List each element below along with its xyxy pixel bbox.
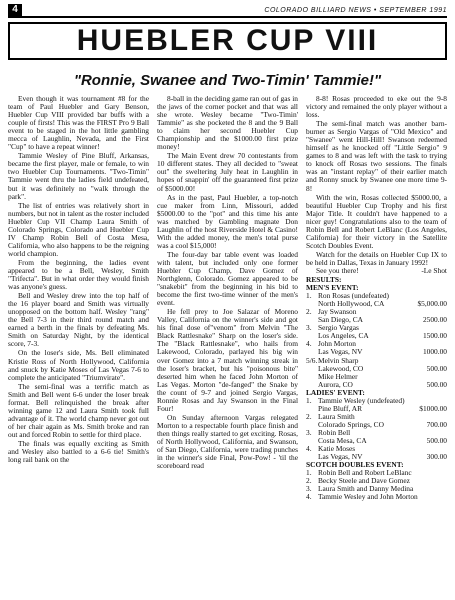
result-prize: 1500.00 <box>422 331 447 341</box>
result-prize: 2500.00 <box>422 315 447 325</box>
result-place: 3. <box>306 427 312 437</box>
result-indent <box>306 365 318 373</box>
result-location: Lakewood, CO <box>318 363 364 373</box>
result-place: 4. <box>306 339 312 349</box>
result-place: 4. <box>306 444 312 454</box>
article-paragraph: The Main Event drew 70 contestants from 10 different states. They all decided to "sweat out" the sweltering July heat in Laughlin in hopes of snappin' off the guaranteed first prize of $5000.00! <box>157 151 298 193</box>
results-heading: RESULTS: <box>306 275 342 285</box>
article-paragraph: Tammie Wesley of Pine Bluff, Arkansas, became the first player, male or female, to win two Huebler Cup Tournaments. "Two-Timin" Tammie went thru the ladies field undefeated, but it was definitely no "walk through the park". <box>8 151 149 201</box>
result-prize: 300.00 <box>426 452 447 462</box>
result-location: Aurora, CO <box>318 379 353 389</box>
result-location: Las Vegas, NV <box>318 452 363 462</box>
result-location: Pine Bluff, AR <box>318 403 363 413</box>
result-name: Jay Swanson <box>318 307 357 317</box>
result-place: 2. <box>306 476 312 486</box>
article-paragraph: The semi-final was a terrific match as Smith and Bell went 6-6 under the loser break format. Bell relinquished the break after winning game 12 and Laura Smith took full advantage of it. The world champ never got out of her chair again as Ms. Smith broke and ran out and forced Robin to settle for third place. <box>8 381 149 439</box>
result-name: Tammie Wesley and John Morton <box>318 492 418 502</box>
result-name: Mike Helmer <box>318 371 358 381</box>
result-place: 1. <box>306 395 312 405</box>
result-name: Robin Bell <box>318 427 351 437</box>
article-paragraph: The four-day bar table event was loaded with talent, but included only one former Huebler Cup Champ, Dave Gomez of Northglenn, Colorado. Gomez appeared to be "snakebit" from the beginning in his bid to become the first two-time winner of the men's event. <box>157 249 298 308</box>
article-paragraph: The semi-final match was another barn-burner as Sergio Vargas of "Old Mexico" and "Swanee" went Hill-Hill! Swanson redeemed himself as he knocked off "Little Sergio" 9 games to 8 and was left with the task to trying to knock off Rosas two sessions. The finals was an "instant replay" of their earlier match and Ronny snuck by Swanee one more time 9-8! <box>306 119 447 193</box>
headline-title: HUEBLER CUP VIII <box>76 24 379 57</box>
article-paragraph: 8-ball in the deciding game ran out of gas in the jaws of the corner pocket and that was all she wrote. Wesley became "Two-Timin' Tammie" as she pocketed the 8 and the 9 Ball to claim her second Huebler Cup Championship and the $1000.00 first prize money! <box>157 94 298 152</box>
result-name: Ron Rosas (undefeated) <box>318 291 390 301</box>
result-location: Costa Mesa, CA <box>318 435 367 445</box>
result-name: Laura Smith and Danny Medina <box>318 484 414 494</box>
signoff-left: See you there! <box>316 265 359 275</box>
article-column-3 <box>306 95 447 501</box>
result-place: 1. <box>306 291 312 301</box>
signoff-right: -Le Shot <box>421 265 447 275</box>
ladies-event-heading: LADIES' EVENT: <box>306 387 365 397</box>
article-paragraph: He fell prey to Joe Salazar of Moreno Valley, California on the winner's side and got his final dose of"venom" from Melvin "The Black Rattlesnake" Sharp on the loser's side. The "Black Rattlesnake", who hails from Lakewood, Colorado, parlayed his big win over Gomez into a 7 match winning streak in the loser's bracket, but his "poisonous bite" deserted him when he faced John Morton of Las Vegas. Morton "de-fanged" the Snake by the count of 9-7 and joined Sergio Vargas, Ronnie Rosas and Jay Swanson in the Final Four! <box>157 307 298 413</box>
result-location: Colorado Springs, CO <box>318 419 384 429</box>
result-place: 5/6. <box>306 355 318 365</box>
result-place: 3. <box>306 323 312 333</box>
article-paragraph: Even though it was tournament #8 for the team of Paul Huebler and Gary Benson, Huebler Cup VIII provided bar buffs with a couple of firsts! This was the FIRST Pro 9 Ball event to be staged in the hot little gambling mecca of Laughlin, Nevada, and the First "Cup" to have a repeat winner! <box>8 94 149 152</box>
result-location: North Hollywood, CA <box>318 299 385 309</box>
scotch-results <box>306 469 447 501</box>
article-paragraph: On the loser's side, Ms. Bell eliminated Kristie Ross of North Hollywood, California and snuck by Katie Moses of Las Vegas 7-6 to complete the anticipated "Triumvirate". <box>8 348 149 382</box>
article-column-3-text <box>306 95 447 267</box>
article-paragraph: With the win, Rosas collected $5000.00, a beautiful Huebler Cup Trophy and his first Major Title. It couldn't have happened to a nicer guy! Congratulations also to the team of Robin Bell and Robert LeBlanc (Los Angeles, California) for their victory in the Satellite Scotch Doubles Event. <box>306 192 447 250</box>
result-name: Sergio Vargas <box>318 323 359 333</box>
result-prize: 500.00 <box>426 379 447 389</box>
result-location: Las Vegas, NV <box>318 347 363 357</box>
publication-line: COLORADO BILLIARD NEWS • SEPTEMBER 1991 <box>264 6 447 14</box>
article-paragraph: 8-8! Rosas proceeded to eke out the 9-8 victory and remained the only player without a loss. <box>306 94 447 120</box>
result-place: 4. <box>306 492 312 502</box>
article-paragraph: Watch for the details on Huebler Cup IX to be held in Dallas, Texas in January 1992! <box>306 249 447 267</box>
result-place: 2. <box>306 307 312 317</box>
headline-banner <box>8 22 447 60</box>
result-name: Becky Steele and Dave Gomez <box>318 476 410 486</box>
result-prize: 700.00 <box>426 419 447 429</box>
result-row <box>306 493 447 501</box>
result-location: San Diego, CA <box>318 315 363 325</box>
article-subtitle: "Ronnie, Swanee and Two-Timin' Tammie!" <box>73 72 382 89</box>
mens-event-heading: MEN'S EVENT: <box>306 283 359 293</box>
article-paragraph: As in the past, Paul Huebler, a top-notch cue maker from Linn, Missouri, added $5000.00 to the "pot" and this time his ante was matched by Gambling magnate Don Laughlin of the host Riverside Hotel & Casino! With the added money, the men's total purse was a cool $15,000! <box>157 192 298 250</box>
signoff <box>306 267 447 275</box>
article-paragraph: From the beginning, the ladies event appeared to be a Bell, Wesley, Smith "Trifecta". But in what order they would finish was anyone's guess. <box>8 257 149 292</box>
result-name: Tammie Wesley (undefeated) <box>318 395 405 405</box>
article-columns <box>8 95 447 501</box>
scotch-event-heading: SCOTCH DOUBLES EVENT: <box>306 460 404 470</box>
article-paragraph: Bell and Wesley drew into the top half of the 16 player board and Smith was virtually unopposed on the bottom half. Wesley "rang" the Bell 7-3 in their third round match and earned a berth in the finals by defeating Ms. Smith on Saturday Night, by the identical score, 7-3. <box>8 291 149 349</box>
result-place: 3. <box>306 484 312 494</box>
result-place: 2. <box>306 411 312 421</box>
article-column-1 <box>8 95 149 501</box>
result-place <box>306 373 318 381</box>
results-section <box>306 276 447 501</box>
page-header <box>8 4 447 18</box>
result-prize: 1000.00 <box>422 347 447 357</box>
result-prize: $5,000.00 <box>417 299 447 309</box>
result-name: Laura Smith <box>318 411 355 421</box>
result-location: Los Angeles, CA <box>318 331 369 341</box>
page-number: 4 <box>8 4 22 16</box>
article-paragraph: The list of entries was relatively short in numbers, but not in talent as the roster included Huebler Cup VII Champ Laura Smith of Colorado Springs, Colorado and Huebler Cup IV Champ Robin Bell of Costa Mesa, California, who also happens to be the reigning world champion. <box>8 200 149 258</box>
mens-results <box>306 292 447 389</box>
result-name: Robin Bell and Robert LeBlanc <box>318 468 412 478</box>
article-column-2 <box>157 95 298 501</box>
result-prize: 500.00 <box>426 435 447 445</box>
result-name: Katie Moses <box>318 444 356 454</box>
result-name: John Morton <box>318 339 356 349</box>
result-prize: 500.00 <box>426 363 447 373</box>
article-paragraph: The finals was equally exciting as Smith and Wesley also battled to a 6-6 tie! Smith's long rail bank on the <box>8 438 149 465</box>
result-prize: $1000.00 <box>419 403 447 413</box>
result-place: 1. <box>306 468 312 478</box>
ladies-results <box>306 397 447 461</box>
article-paragraph: On Sunday afternoon Vargas relegated Morton to a respectable fourth place finish and then things really started to get exciting. Rosas, of North Hollywood, California, and Swanson, of San Diego, California, were trading punches in the winner's side Final, Pow-Pow! - 'til the scoreboard read <box>157 412 298 471</box>
result-name: Melvin Sharp <box>318 355 359 365</box>
